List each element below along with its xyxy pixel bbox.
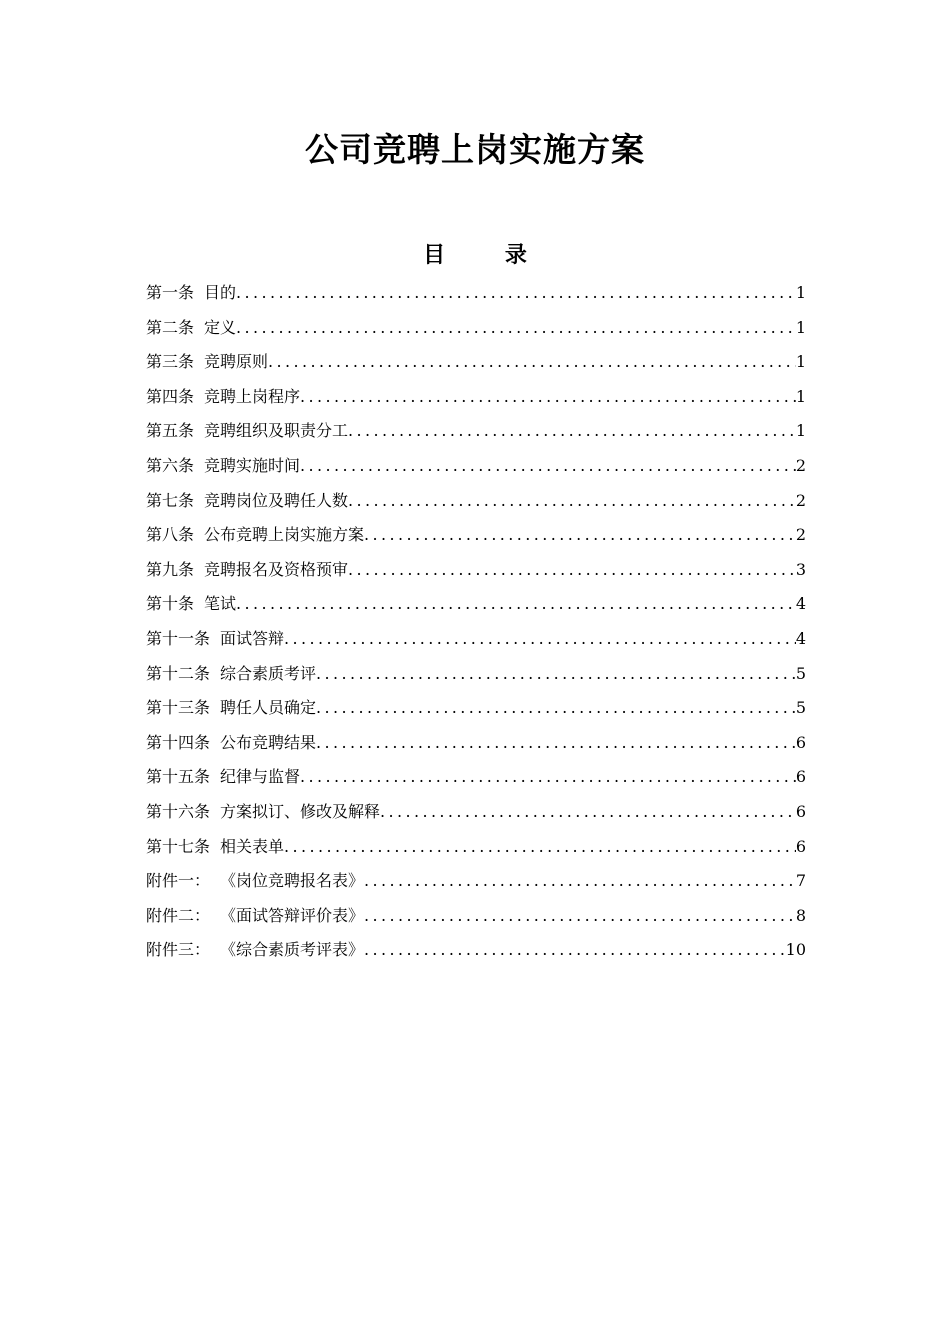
toc-entry-title: 竞聘实施时间 — [204, 455, 301, 475]
document-title: 公司竞聘上岗实施方案 — [305, 130, 645, 169]
toc-entry-page-number: 5 — [795, 698, 806, 718]
toc-dot-leader — [364, 864, 796, 899]
toc-entry-number: 第三条 — [146, 352, 195, 372]
toc-dot-leader — [364, 933, 786, 968]
toc-entry-number: 第一条 — [146, 283, 195, 302]
toc-entry-title: 面试答辩 — [220, 628, 285, 648]
toc-entry-page-number: 2 — [795, 525, 806, 545]
toc-entry-page-number: 3 — [795, 559, 806, 579]
toc-dot-leader — [268, 345, 796, 380]
toc-entry-title: 定义 — [204, 317, 237, 337]
toc-entry-title: 目的 — [204, 283, 237, 302]
toc-entry-number: 附件二： — [146, 905, 211, 925]
toc-entry[interactable] — [146, 726, 806, 761]
toc-entry[interactable] — [146, 345, 806, 380]
toc-dot-leader — [348, 553, 796, 588]
toc-entry[interactable] — [146, 933, 806, 968]
toc-entry[interactable] — [146, 795, 806, 830]
toc-entry-number: 第九条 — [146, 559, 195, 579]
toc-entry[interactable] — [146, 691, 806, 726]
toc-dot-leader — [364, 899, 796, 934]
toc-entry-number: 第七条 — [146, 490, 195, 510]
toc-entry[interactable] — [146, 311, 806, 346]
toc-entry-number: 第八条 — [146, 525, 195, 545]
toc-entry-title: 竞聘岗位及聘任人数 — [204, 490, 349, 510]
toc-entry-title: 公布竞聘上岗实施方案 — [204, 525, 365, 545]
toc-entry[interactable] — [146, 484, 806, 519]
toc-entry-page-number: 1 — [795, 386, 806, 406]
toc-dot-leader — [284, 622, 796, 657]
toc-entry-page-number: 1 — [795, 317, 806, 337]
toc-entry-title: 《岗位竞聘报名表》 — [220, 871, 365, 891]
toc-dot-leader — [316, 691, 796, 726]
toc-dot-leader — [348, 484, 796, 519]
toc-entry-number: 第十六条 — [146, 801, 211, 821]
toc-dot-leader — [316, 726, 796, 761]
toc-entry[interactable] — [146, 553, 806, 588]
toc-entry-title: 综合素质考评 — [220, 663, 317, 683]
toc-heading: 目 录 — [423, 243, 553, 268]
toc-entry-number: 第十三条 — [146, 698, 211, 718]
toc-entry-number: 第二条 — [146, 317, 195, 337]
toc-entry-number: 第六条 — [146, 455, 195, 475]
toc-dot-leader — [300, 760, 796, 795]
toc-entry-page-number: 1 — [795, 421, 806, 441]
table-of-contents — [146, 276, 806, 968]
toc-entry-page-number: 6 — [795, 732, 806, 752]
toc-entry-number: 第十条 — [146, 594, 195, 614]
toc-dot-leader — [380, 795, 796, 830]
toc-entry[interactable] — [146, 414, 806, 449]
toc-entry-number: 第十一条 — [146, 628, 211, 648]
toc-entry[interactable] — [146, 760, 806, 795]
toc-entry[interactable] — [146, 587, 806, 622]
toc-dot-leader — [348, 414, 796, 449]
toc-entry-page-number: 1 — [795, 283, 806, 302]
toc-entry-page-number: 7 — [795, 871, 806, 891]
toc-entry[interactable] — [146, 622, 806, 657]
toc-entry-page-number: 6 — [795, 801, 806, 821]
toc-entry[interactable] — [146, 830, 806, 865]
toc-entry[interactable] — [146, 657, 806, 692]
toc-entry-title: 竞聘上岗程序 — [204, 386, 301, 406]
toc-entry-page-number: 5 — [795, 663, 806, 683]
toc-entry-page-number: 6 — [795, 836, 806, 856]
toc-entry-page-number: 6 — [795, 767, 806, 787]
toc-entry-title: 方案拟订、修改及解释 — [220, 801, 381, 821]
toc-entry-number: 附件一： — [146, 871, 211, 891]
toc-entry-title: 纪律与监督 — [220, 767, 301, 787]
toc-dot-leader — [364, 518, 796, 553]
toc-entry-number: 第五条 — [146, 421, 195, 441]
toc-entry-title: 《综合素质考评表》 — [220, 940, 365, 960]
toc-entry-page-number: 4 — [795, 628, 806, 648]
toc-entry[interactable] — [146, 864, 806, 899]
toc-dot-leader — [300, 380, 796, 415]
toc-entry[interactable] — [146, 449, 806, 484]
toc-entry[interactable] — [146, 518, 806, 553]
toc-entry-title: 竞聘报名及资格预审 — [204, 559, 349, 579]
toc-entry-number: 附件三： — [146, 940, 211, 960]
toc-entry[interactable] — [146, 899, 806, 934]
toc-entry-page-number: 2 — [795, 455, 806, 475]
toc-dot-leader — [316, 657, 796, 692]
toc-dot-leader — [300, 449, 796, 484]
toc-dot-leader — [236, 587, 796, 622]
toc-dot-leader — [236, 311, 796, 346]
toc-entry-number: 第十五条 — [146, 767, 211, 787]
toc-entry-page-number: 10 — [785, 940, 806, 960]
toc-entry-title: 《面试答辩评价表》 — [220, 905, 365, 925]
toc-dot-leader — [236, 276, 796, 311]
toc-entry-number: 第十七条 — [146, 836, 211, 856]
toc-entry-number: 第十四条 — [146, 732, 211, 752]
toc-entry-page-number: 4 — [795, 594, 806, 614]
toc-entry-page-number: 8 — [795, 905, 806, 925]
toc-entry-title: 笔试 — [204, 594, 237, 614]
toc-dot-leader — [284, 830, 796, 865]
toc-entry-number: 第十二条 — [146, 663, 211, 683]
toc-entry-title: 公布竞聘结果 — [220, 732, 317, 752]
toc-entry[interactable] — [146, 276, 806, 311]
toc-entry-number: 第四条 — [146, 386, 195, 406]
toc-entry-title: 竞聘原则 — [204, 352, 269, 372]
toc-entry-title: 聘任人员确定 — [220, 698, 317, 718]
toc-entry-page-number: 2 — [795, 490, 806, 510]
toc-entry[interactable] — [146, 380, 806, 415]
toc-entry-title: 相关表单 — [220, 836, 285, 856]
toc-entry-page-number: 1 — [795, 352, 806, 372]
toc-entry-title: 竞聘组织及职责分工 — [204, 421, 349, 441]
